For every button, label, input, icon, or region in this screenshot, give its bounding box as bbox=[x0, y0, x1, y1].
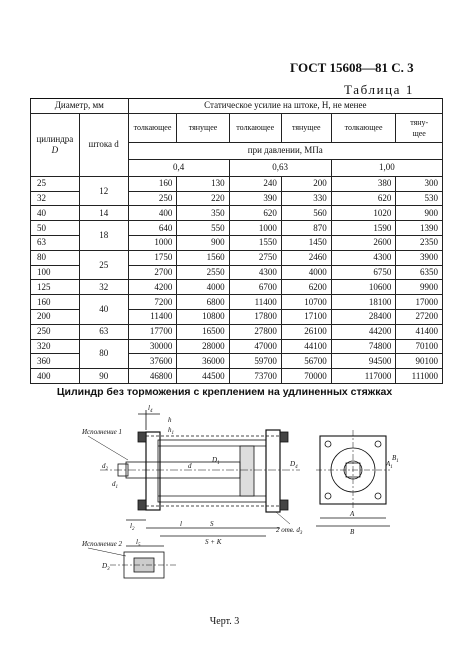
cell-force-value: 2550 bbox=[177, 265, 229, 280]
dim-l: l bbox=[180, 520, 182, 528]
cell-force-value: 4000 bbox=[281, 265, 331, 280]
cell-force-value: 56700 bbox=[281, 354, 331, 369]
cell-cylinder-diameter: 320 bbox=[31, 339, 80, 354]
cell-force-value: 10700 bbox=[281, 295, 331, 310]
cell-rod-diameter: 18 bbox=[79, 221, 128, 251]
cell-force-value: 400 bbox=[128, 206, 177, 221]
cell-force-value: 380 bbox=[331, 176, 396, 191]
cell-force-value: 27800 bbox=[229, 324, 281, 339]
label-execution-2: Исполнение 2 bbox=[82, 540, 122, 548]
dim-SK: S + K bbox=[205, 538, 222, 546]
dim-l4: $l_4$ bbox=[148, 404, 153, 414]
cell-force-value: 1000 bbox=[128, 235, 177, 250]
cell-force-value: 90100 bbox=[396, 354, 443, 369]
section-title: Цилиндр без торможения с креплением на удлиненных стяжках bbox=[56, 386, 393, 398]
cell-force-value: 530 bbox=[396, 191, 443, 206]
cell-cylinder-diameter: 80 bbox=[31, 250, 80, 265]
table-row bbox=[31, 339, 443, 354]
cell-force-value: 4000 bbox=[177, 280, 229, 295]
cell-force-value: 900 bbox=[177, 235, 229, 250]
cell-force-value: 10600 bbox=[331, 280, 396, 295]
cell-force-value: 59700 bbox=[229, 354, 281, 369]
cell-force-value: 7200 bbox=[128, 295, 177, 310]
header-diameter: Диаметр, мм bbox=[31, 99, 129, 114]
header-pull-2: тянущее bbox=[281, 113, 331, 142]
table-title: Таблица 1 bbox=[344, 82, 414, 97]
cell-force-value: 6350 bbox=[396, 265, 443, 280]
cell-rod-diameter: 12 bbox=[79, 176, 128, 206]
header-cylinder-symbol: D bbox=[51, 144, 59, 155]
cell-cylinder-diameter: 40 bbox=[31, 206, 80, 221]
cylinder-drawing bbox=[80, 402, 400, 602]
table-row bbox=[31, 250, 443, 265]
cell-force-value: 11400 bbox=[128, 309, 177, 324]
cell-force-value: 900 bbox=[396, 206, 443, 221]
dim-h: h bbox=[168, 416, 172, 424]
cell-force-value: 10800 bbox=[177, 309, 229, 324]
dim-A: A bbox=[350, 510, 355, 518]
table-row bbox=[31, 280, 443, 295]
cell-force-value: 28000 bbox=[177, 339, 229, 354]
header-pull-3 bbox=[396, 113, 443, 142]
cell-force-value: 4300 bbox=[229, 265, 281, 280]
cell-force-value: 2750 bbox=[229, 250, 281, 265]
dim-B: B bbox=[350, 528, 355, 536]
cell-force-value: 330 bbox=[281, 191, 331, 206]
cell-rod-diameter: 14 bbox=[79, 206, 128, 221]
cell-force-value: 44500 bbox=[177, 369, 229, 384]
table-row bbox=[31, 369, 443, 384]
cell-cylinder-diameter: 160 bbox=[31, 295, 80, 310]
cell-force-value: 300 bbox=[396, 176, 443, 191]
cell-force-value: 16500 bbox=[177, 324, 229, 339]
dim-D3: $D_3$ bbox=[102, 562, 110, 572]
cell-rod-diameter: 63 bbox=[79, 324, 128, 339]
dim-d2: $d_2$ bbox=[102, 462, 108, 472]
cell-force-value: 30000 bbox=[128, 339, 177, 354]
table-row bbox=[31, 221, 443, 236]
cell-force-value: 26100 bbox=[281, 324, 331, 339]
cell-rod-diameter: 25 bbox=[79, 250, 128, 280]
cell-force-value: 18100 bbox=[331, 295, 396, 310]
cell-force-value: 94500 bbox=[331, 354, 396, 369]
cell-force-value: 36000 bbox=[177, 354, 229, 369]
cell-force-value: 1020 bbox=[331, 206, 396, 221]
cell-force-value: 27200 bbox=[396, 309, 443, 324]
cell-force-value: 2700 bbox=[128, 265, 177, 280]
header-force: Статическое усилие на штоке, Н, не менее bbox=[128, 99, 442, 114]
table-row bbox=[31, 295, 443, 310]
cell-cylinder-diameter: 25 bbox=[31, 176, 80, 191]
cell-force-value: 1450 bbox=[281, 235, 331, 250]
cell-force-value: 350 bbox=[177, 206, 229, 221]
cell-force-value: 200 bbox=[281, 176, 331, 191]
header-pull-3-line1: тяну- bbox=[410, 117, 429, 127]
header-push-1: толкающее bbox=[128, 113, 177, 142]
cell-force-value: 1560 bbox=[177, 250, 229, 265]
cell-force-value: 240 bbox=[229, 176, 281, 191]
force-table-body bbox=[30, 98, 443, 384]
cell-force-value: 2350 bbox=[396, 235, 443, 250]
cell-force-value: 28400 bbox=[331, 309, 396, 324]
cell-force-value: 6750 bbox=[331, 265, 396, 280]
cell-force-value: 4200 bbox=[128, 280, 177, 295]
label-holes: 2 отв. $d_3$ bbox=[276, 526, 303, 536]
cell-force-value: 70000 bbox=[281, 369, 331, 384]
header-push-2: толкающее bbox=[229, 113, 281, 142]
table-row bbox=[31, 206, 443, 221]
cell-force-value: 1550 bbox=[229, 235, 281, 250]
header-cylinder-label: цилиндра bbox=[36, 133, 74, 144]
cell-force-value: 17100 bbox=[281, 309, 331, 324]
cell-force-value: 41400 bbox=[396, 324, 443, 339]
dim-l5: $l_5$ bbox=[136, 538, 141, 548]
cell-cylinder-diameter: 360 bbox=[31, 354, 80, 369]
cell-force-value: 111000 bbox=[396, 369, 443, 384]
cell-force-value: 1390 bbox=[396, 221, 443, 236]
dim-d1: $d_1$ bbox=[112, 480, 118, 490]
cell-force-value: 1750 bbox=[128, 250, 177, 265]
cell-force-value: 160 bbox=[128, 176, 177, 191]
header-pull-1: тянущее bbox=[177, 113, 229, 142]
cell-cylinder-diameter: 250 bbox=[31, 324, 80, 339]
cell-cylinder-diameter: 63 bbox=[31, 235, 80, 250]
cell-force-value: 870 bbox=[281, 221, 331, 236]
dim-D4: $D_4$ bbox=[290, 460, 298, 470]
cell-force-value: 2460 bbox=[281, 250, 331, 265]
pressure-value-1: 0,4 bbox=[128, 159, 229, 176]
cell-force-value: 620 bbox=[229, 206, 281, 221]
cell-force-value: 73700 bbox=[229, 369, 281, 384]
cell-rod-diameter: 40 bbox=[79, 295, 128, 325]
dim-h1: $h_1$ bbox=[168, 426, 174, 436]
cell-force-value: 17700 bbox=[128, 324, 177, 339]
pressure-value-3: 1,00 bbox=[331, 159, 442, 176]
header-cylinder bbox=[31, 113, 80, 176]
cell-force-value: 11400 bbox=[229, 295, 281, 310]
cell-cylinder-diameter: 200 bbox=[31, 309, 80, 324]
cell-rod-diameter: 90 bbox=[79, 369, 128, 384]
cell-force-value: 6800 bbox=[177, 295, 229, 310]
cell-cylinder-diameter: 100 bbox=[31, 265, 80, 280]
cell-force-value: 560 bbox=[281, 206, 331, 221]
header-rod: штока d bbox=[79, 113, 128, 176]
dim-D1: $D_1$ bbox=[212, 456, 220, 466]
cell-rod-diameter: 32 bbox=[79, 280, 128, 295]
cell-force-value: 117000 bbox=[331, 369, 396, 384]
cell-cylinder-diameter: 50 bbox=[31, 221, 80, 236]
cell-force-value: 37600 bbox=[128, 354, 177, 369]
cell-force-value: 6200 bbox=[281, 280, 331, 295]
dim-B1: $B_1$ bbox=[392, 454, 399, 464]
table-row bbox=[31, 324, 443, 339]
cell-force-value: 6700 bbox=[229, 280, 281, 295]
header-push-3: толкающее bbox=[331, 113, 396, 142]
cell-force-value: 640 bbox=[128, 221, 177, 236]
cell-force-value: 390 bbox=[229, 191, 281, 206]
cell-force-value: 17800 bbox=[229, 309, 281, 324]
cell-force-value: 220 bbox=[177, 191, 229, 206]
figure-caption: Черт. 3 bbox=[209, 616, 240, 627]
cell-force-value: 250 bbox=[128, 191, 177, 206]
label-execution-1: Исполнение 1 bbox=[82, 428, 122, 436]
cell-cylinder-diameter: 400 bbox=[31, 369, 80, 384]
standard-header: ГОСТ 15608—81 С. 3 bbox=[290, 60, 414, 75]
cell-force-value: 44200 bbox=[331, 324, 396, 339]
cell-force-value: 17000 bbox=[396, 295, 443, 310]
pressure-value-2: 0,63 bbox=[229, 159, 331, 176]
cell-force-value: 130 bbox=[177, 176, 229, 191]
dim-d-rod: d bbox=[188, 462, 192, 470]
cell-force-value: 9900 bbox=[396, 280, 443, 295]
cell-force-value: 620 bbox=[331, 191, 396, 206]
cell-force-value: 1000 bbox=[229, 221, 281, 236]
cell-force-value: 3900 bbox=[396, 250, 443, 265]
cell-force-value: 4300 bbox=[331, 250, 396, 265]
cell-rod-diameter: 80 bbox=[79, 339, 128, 369]
cell-cylinder-diameter: 125 bbox=[31, 280, 80, 295]
header-pressure: при давлении, МПа bbox=[128, 142, 442, 159]
cell-cylinder-diameter: 32 bbox=[31, 191, 80, 206]
cell-force-value: 74800 bbox=[331, 339, 396, 354]
header-pull-3-line2: щее bbox=[412, 128, 426, 138]
cell-force-value: 47000 bbox=[229, 339, 281, 354]
cell-force-value: 44100 bbox=[281, 339, 331, 354]
cell-force-value: 70100 bbox=[396, 339, 443, 354]
cell-force-value: 550 bbox=[177, 221, 229, 236]
dim-A1: $A_1$ bbox=[386, 460, 393, 470]
dim-S: S bbox=[210, 520, 214, 528]
cell-force-value: 46800 bbox=[128, 369, 177, 384]
cell-force-value: 2600 bbox=[331, 235, 396, 250]
table-row bbox=[31, 176, 443, 191]
dim-l2: $l_2$ bbox=[130, 522, 135, 532]
cell-force-value: 1590 bbox=[331, 221, 396, 236]
